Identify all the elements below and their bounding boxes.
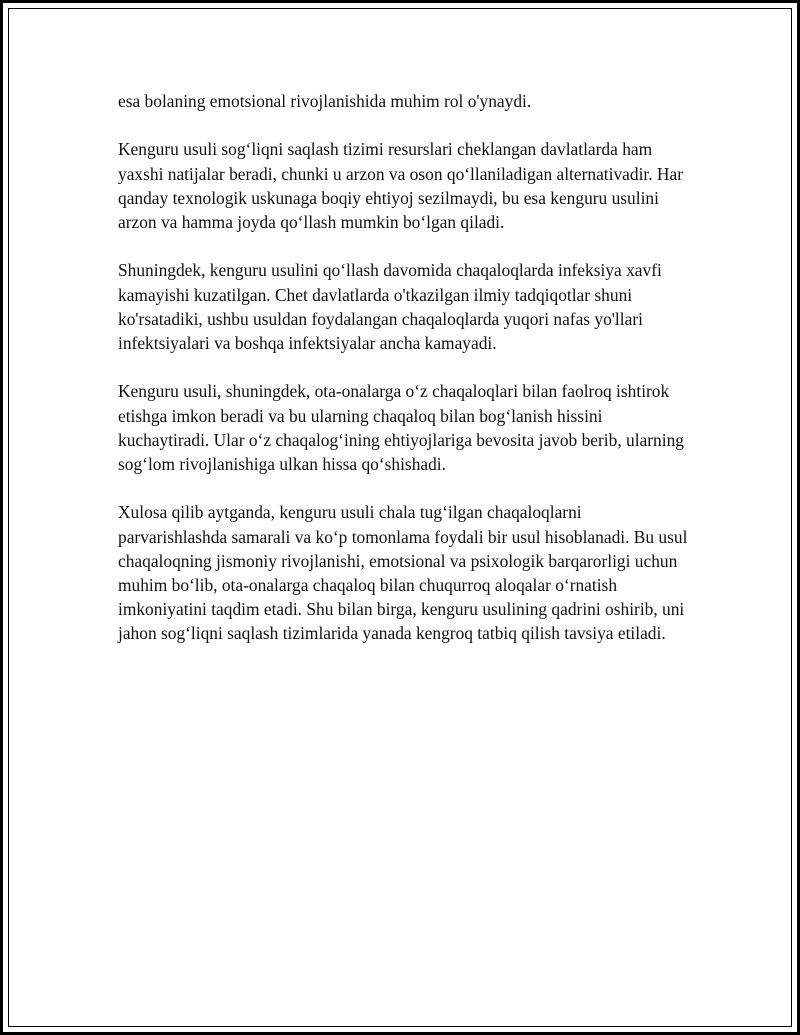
paragraph-parent-bonding: Kenguru usuli, shuningdek, ota-onalarga o‘z chaqaloqlari bilan faolroq ishtirok etishga imkon beradi va bu ularning chaqaloq bilan bog‘lanish hissini kuchaytiradi. Ular o‘z chaqalog‘ining ehtiyojlariga bevosita javob berib, ularning sog‘lom rivojlanishiga ulkan hissa qo‘shishadi. xyxy=(118,381,684,474)
document-body xyxy=(118,89,693,670)
paragraph-intro-continuation: esa bolaning emotsional rivojlanishida muhim rol o'ynaydi. xyxy=(118,91,532,111)
paragraph-infection-risk: Shuningdek, kenguru usulini qo‘llash davomida chaqaloqlarda infeksiya xavfi kamayishi kuzatilgan. Chet davlatlarda o'tkazilgan ilmiy tadqiqotlar shuni ko'rsatadiki, ushbu usuldan foydalangan chaqaloqlarda yuqori nafas yo'llari infektsiyalari va boshqa infektsiyalar ancha kamayadi. xyxy=(118,260,662,353)
paragraph-conclusion: Xulosa qilib aytganda, kenguru usuli chala tug‘ilgan chaqaloqlarni parvarishlashda samarali va ko‘p tomonlama foydali bir usul hisoblanadi. Bu usul chaqaloqning jismoniy rivojlanishi, emotsional va psixologik barqarorligi uchun muhim bo‘lib, ota-onalarga chaqaloq bilan chuqurroq aloqalar o‘rnatish imkoniyatini taqdim etadi. Shu bilan birga, kenguru usulining qadrini oshirib, uni jahon sog‘liqni saqlash tizimlarida yanada kengroq tatbiq qilish tavsiya etiladi. xyxy=(118,502,688,644)
paragraph-low-resource-benefits: Kenguru usuli sog‘liqni saqlash tizimi resurslari cheklangan davlatlarda ham yaxshi natijalar beradi, chunki u arzon va oson qo‘llaniladigan alternativadir. Har qanday texnologik uskunaga boqiy ehtiyoj sezilmaydi, bu esa kenguru usulini arzon va hamma joyda qo‘llash mumkin bo‘lgan qiladi. xyxy=(118,139,683,232)
